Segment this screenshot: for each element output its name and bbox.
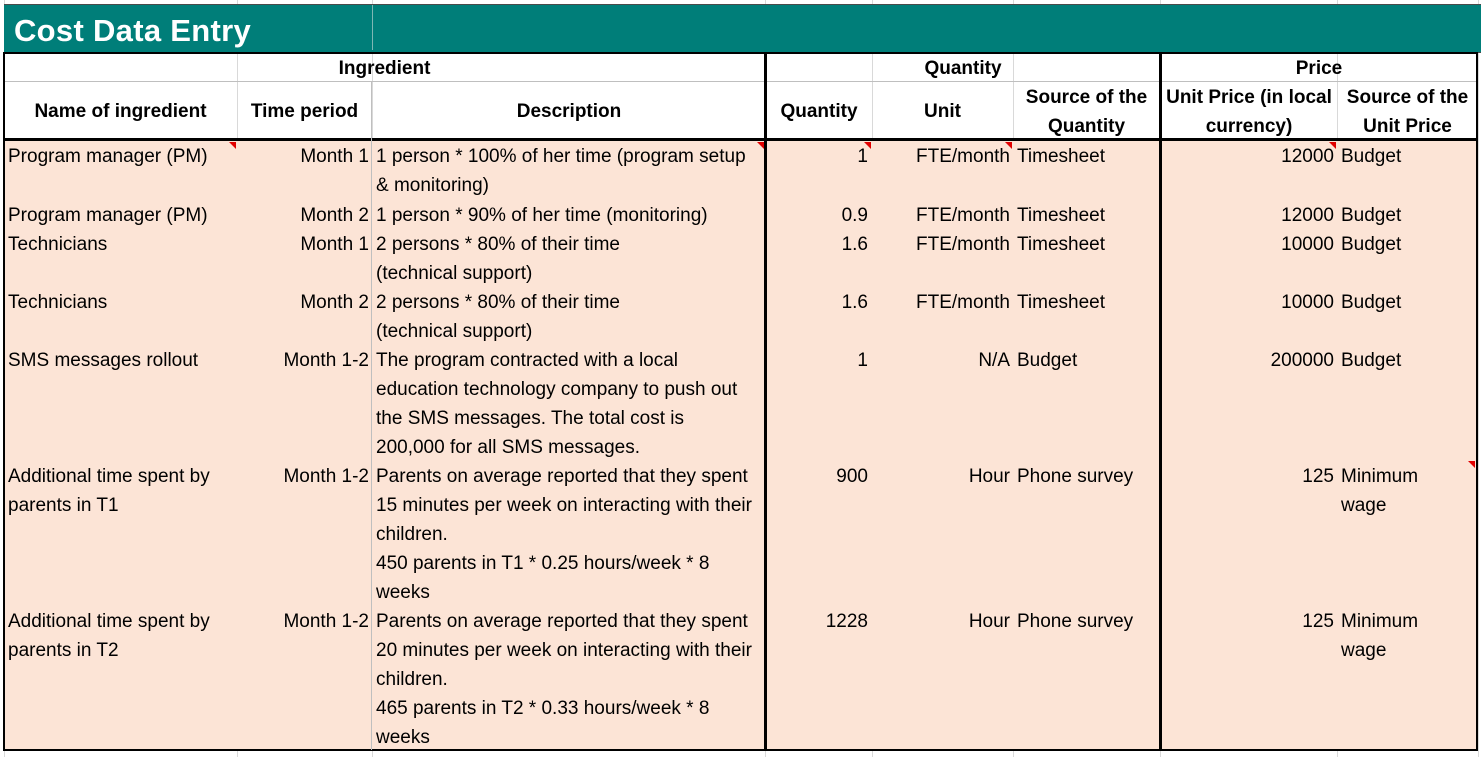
cell-unit[interactable]: FTE/month	[916, 292, 1010, 313]
cell-unit[interactable]: N/A	[978, 350, 1010, 371]
cell-price-source[interactable]: Minimum wage	[1341, 611, 1419, 661]
cell-qty-source[interactable]: Timesheet	[1017, 205, 1105, 226]
description-line: Parents on average reported that they spent 20 minutes per week on interacting with their children.	[376, 611, 752, 690]
group-header-quantity[interactable]: Quantity	[924, 58, 1002, 79]
col-header-price-source[interactable]: Source of the Unit Price	[1346, 87, 1469, 137]
cell-description[interactable]	[376, 462, 762, 607]
cell-name[interactable]: Technicians	[8, 292, 108, 313]
cell-qty-source[interactable]: Budget	[1017, 350, 1078, 371]
col-header-unit[interactable]: Unit	[924, 101, 961, 122]
cell-unit-price[interactable]: 10000	[1281, 234, 1334, 255]
cell-name[interactable]: Technicians	[8, 234, 108, 255]
cell-unit[interactable]: FTE/month	[916, 234, 1010, 255]
cell-unit-price[interactable]: 125	[1302, 611, 1334, 632]
cell-name[interactable]: Program manager (PM)	[8, 205, 208, 226]
gridline	[1478, 0, 1479, 757]
cell-unit-price[interactable]: 200000	[1270, 350, 1334, 371]
cell-quantity[interactable]: 1228	[825, 611, 868, 632]
cell-name[interactable]: Additional time spent by parents in T1	[8, 466, 210, 516]
col-header-quantity[interactable]: Quantity	[780, 101, 858, 122]
cell-time[interactable]: Month 2	[300, 292, 369, 313]
cell-time[interactable]: Month 2	[300, 205, 369, 226]
left-border	[3, 52, 5, 751]
cell-price-source[interactable]: Budget	[1341, 234, 1402, 255]
cell-unit-price[interactable]: 12000	[1281, 205, 1334, 226]
col-header-qty-source[interactable]: Source of the Quantity	[1025, 87, 1148, 137]
cell-unit[interactable]: Hour	[968, 466, 1010, 487]
description-line: 465 parents in T2 * 0.33 hours/week * 8 weeks	[376, 698, 710, 748]
cell-quantity[interactable]: 900	[836, 466, 868, 487]
cell-price-source[interactable]: Budget	[1341, 146, 1402, 167]
cell-time[interactable]: Month 1-2	[283, 350, 369, 371]
cell-unit-price[interactable]: 12000	[1281, 146, 1334, 167]
cell-price-source[interactable]: Minimum wage	[1341, 466, 1419, 516]
cell-description[interactable]: 2 persons * 80% of their time (technical support)	[376, 292, 620, 342]
description-line: 450 parents in T1 * 0.25 hours/week * 8 weeks	[376, 553, 710, 603]
cell-quantity[interactable]: 1.6	[841, 234, 868, 255]
cell-divider	[372, 5, 373, 50]
cell-price-source[interactable]: Budget	[1341, 350, 1402, 371]
comment-marker-icon[interactable]	[1468, 461, 1475, 468]
cell-unit[interactable]: Hour	[968, 611, 1010, 632]
cell-qty-source[interactable]: Phone survey	[1017, 466, 1134, 487]
cell-unit[interactable]: FTE/month	[916, 205, 1010, 226]
col-header-name[interactable]: Name of ingredient	[34, 101, 207, 122]
cell-price-source[interactable]: Budget	[1341, 205, 1402, 226]
column-divider	[371, 82, 372, 750]
cell-unit-price[interactable]: 125	[1302, 466, 1334, 487]
cell-time[interactable]: Month 1-2	[283, 466, 369, 487]
cell-qty-source[interactable]: Timesheet	[1017, 146, 1105, 167]
cell-description[interactable]	[376, 607, 762, 752]
cell-quantity[interactable]: 1	[857, 350, 868, 371]
cell-name[interactable]: Additional time spent by parents in T2	[8, 611, 210, 661]
sheet-title: Cost Data Entry	[14, 13, 252, 48]
cell-time[interactable]: Month 1	[300, 234, 369, 255]
cell-name[interactable]: Program manager (PM)	[8, 146, 208, 167]
cell-time[interactable]: Month 1	[300, 146, 369, 167]
title-banner[interactable]	[4, 4, 1481, 53]
group-divider	[1159, 52, 1162, 751]
cell-time[interactable]: Month 1-2	[283, 611, 369, 632]
cell-description[interactable]: 1 person * 90% of her time (monitoring)	[376, 205, 708, 226]
group-header-price[interactable]: Price	[1295, 58, 1343, 79]
cell-description[interactable]: 1 person * 100% of her time (program setup & monitoring)	[376, 146, 746, 196]
col-header-description[interactable]: Description	[516, 101, 622, 122]
cell-name[interactable]: SMS messages rollout	[8, 350, 199, 371]
description-line: Parents on average reported that they spent 15 minutes per week on interacting with their children.	[376, 466, 752, 545]
cell-quantity[interactable]: 0.9	[841, 205, 868, 226]
cell-qty-source[interactable]: Phone survey	[1017, 611, 1134, 632]
cell-price-source[interactable]: Budget	[1341, 292, 1402, 313]
group-divider	[764, 52, 767, 751]
comment-marker-icon[interactable]	[229, 142, 236, 149]
cell-description[interactable]: The program contracted with a local education technology company to push out the SMS messages. The total cost is 200,000 for all SMS messages.	[376, 350, 738, 458]
cell-qty-source[interactable]: Timesheet	[1017, 234, 1105, 255]
col-header-unit-price[interactable]: Unit Price (in local currency)	[1166, 87, 1332, 137]
cell-description[interactable]: 2 persons * 80% of their time (technical support)	[376, 234, 620, 284]
col-header-time[interactable]: Time period	[250, 101, 359, 122]
right-border	[1476, 52, 1478, 751]
cell-unit[interactable]: FTE/month	[916, 146, 1010, 167]
cell-unit-price[interactable]: 10000	[1281, 292, 1334, 313]
group-header-ingredient[interactable]: Ingredient	[338, 58, 431, 79]
cell-qty-source[interactable]: Timesheet	[1017, 292, 1105, 313]
cell-quantity[interactable]: 1.6	[841, 292, 868, 313]
cell-quantity[interactable]: 1	[857, 146, 868, 167]
